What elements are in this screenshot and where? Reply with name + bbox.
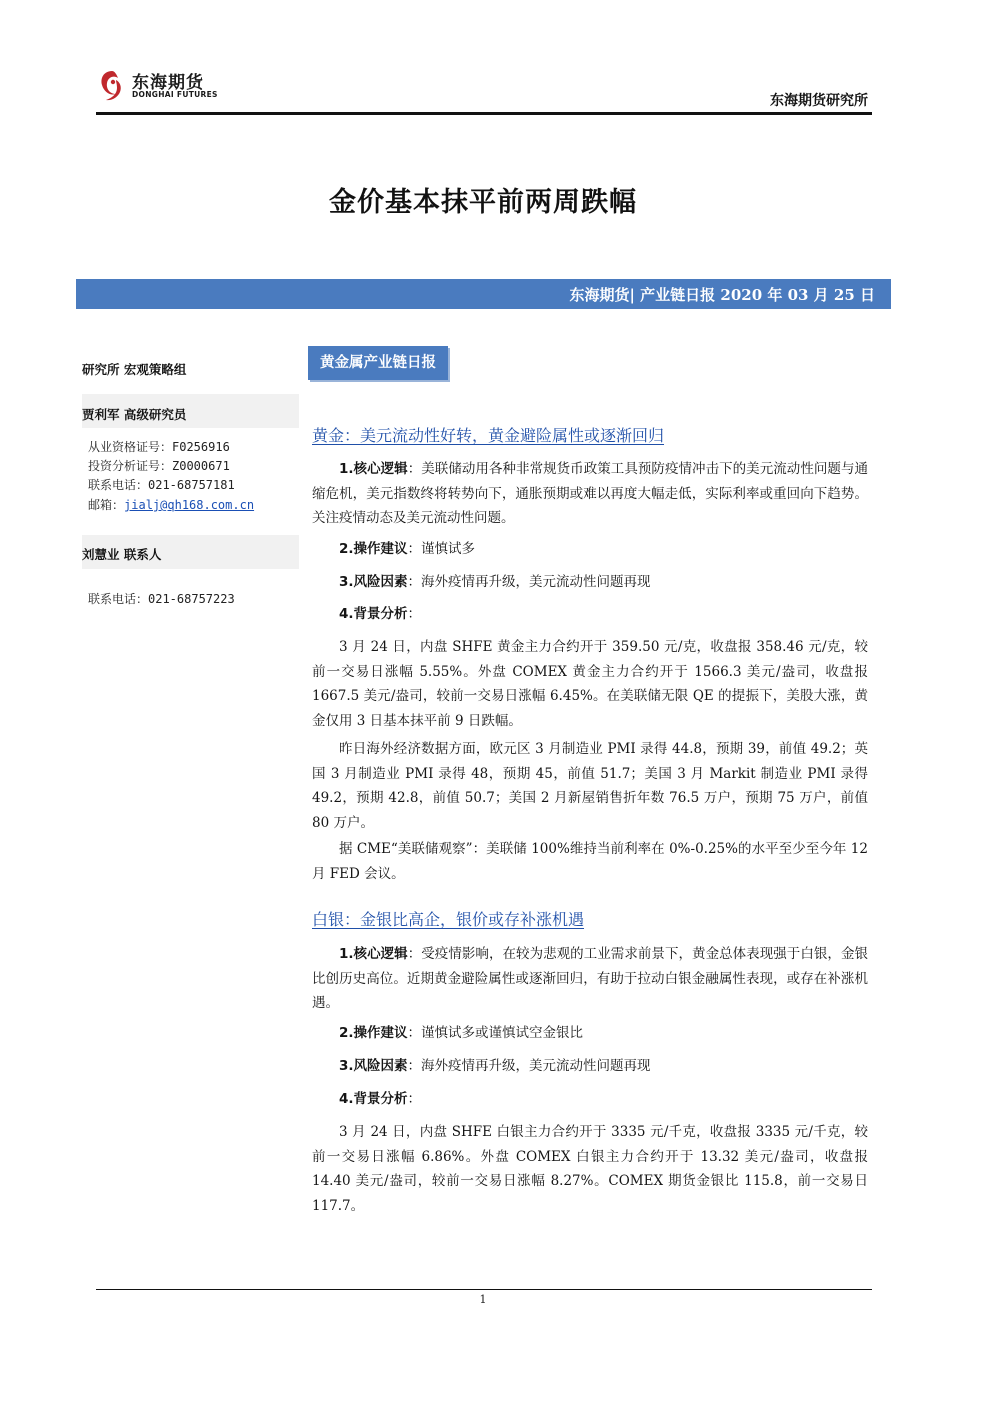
sidebar-contact: 刘慧业 联系人 <box>82 547 162 562</box>
gold-operation-label: 2.操作建议 <box>339 541 408 557</box>
logo-english-text: DONGHAI FUTURES <box>132 90 218 99</box>
document-title: 金价基本抹平前两周跌幅 <box>329 187 637 218</box>
silver-risk-text: ：海外疫情再升级，美元流动性问题再现 <box>407 1058 651 1074</box>
gold-operation <box>312 537 868 562</box>
sidebar-email-link[interactable]: jialj@qh168.com.cn <box>124 498 255 512</box>
silver-background-colon: ： <box>407 1091 422 1107</box>
gold-paragraph-3: 据 CME“美联储观察”：美联储 100%维持当前利率在 0%-0.25%的水平至少至今年 12 月 FED 会议。 <box>312 841 868 882</box>
institute-name: 东海期货研究所 <box>770 93 868 109</box>
silver-core-text: ：受疫情影响，在较为悲观的工业需求前景下，黄金总体表现强于白银，金银比创历史高位。近期黄金避险属性或逐渐回归，有助于拉动白银金融属性表现，或存在补涨机遇。 <box>312 946 868 1011</box>
gold-paragraph-1: 3 月 24 日，内盘 SHFE 黄金主力合约开于 359.50 元/克，收盘报 358.46 元/克，较前一交易日涨幅 5.55%。外盘 COMEX 黄金主力合约开于 1566.3 美元/盎司，收盘报 1667.5 美元/盎司，较前一交易日涨幅 6.45%。在美联储无限 QE 的提振下，美股大涨，黄金仅用 3 日基本抹平前 9 日跌幅。 <box>312 639 868 729</box>
gold-operation-text: ：谨慎试多 <box>407 541 476 557</box>
silver-operation-label: 2.操作建议 <box>339 1025 408 1041</box>
page-number: 1 <box>479 1293 487 1306</box>
gold-background-colon: ： <box>407 606 422 622</box>
gold-core-text: ：美联储动用各种非常规货币政策工具预防疫情冲击下的美元流动性问题与通缩危机，美元指数终将转势向下，通胀预期或难以再度大幅走低，实际利率或重回向下趋势。关注疫情动态及美元流动性问题。 <box>312 461 868 526</box>
report-date-label: 东海期货| 产业链日报 2020 年 03 月 25 日 <box>569 286 875 304</box>
footer-divider <box>96 1289 872 1290</box>
gold-risk-label: 3.风险因素 <box>339 574 408 590</box>
gold-heading: 黄金：美元流动性好转，黄金避险属性或逐渐回归 <box>312 426 665 445</box>
report-info-band <box>76 279 891 309</box>
gold-risk <box>312 570 868 595</box>
silver-risk-label: 3.风险因素 <box>339 1058 408 1074</box>
silver-core-logic <box>312 942 868 1016</box>
gold-risk-text: ：海外疫情再升级，美元流动性问题再现 <box>407 574 651 590</box>
silver-background-label: 4.背景分析 <box>339 1091 408 1107</box>
sidebar-cert-investment: 投资分析证号：Z0000671 <box>88 459 230 473</box>
silver-risk <box>312 1054 868 1079</box>
logo-chinese-text: 东海期货 <box>132 73 204 93</box>
gold-core-label: 1.核心逻辑 <box>339 461 408 477</box>
silver-heading: 白银：金银比高企，银价或存补涨机遇 <box>312 910 585 929</box>
silver-operation <box>312 1021 868 1046</box>
silver-background <box>312 1087 868 1112</box>
section-tag: 黄金属产业链日报 <box>308 346 448 380</box>
company-logo <box>96 66 236 106</box>
sidebar-phone-analyst: 联系电话：021-68757181 <box>88 478 235 492</box>
sidebar-email-label: 邮箱： <box>88 498 125 512</box>
dragon-logo-icon <box>96 68 128 104</box>
sidebar-department: 研究所 宏观策略组 <box>82 362 187 377</box>
gold-background-label: 4.背景分析 <box>339 606 408 622</box>
gold-paragraph-2: 昨日海外经济数据方面，欧元区 3 月制造业 PMI 录得 44.8，预期 39，前值 49.2；英国 3 月制造业 PMI 录得 48，预期 45，前值 51.7；美国 3 月 Markit 制造业 PMI 录得 49.2，预期 42.8，前值 50.7；美国 2 月新屋销售折年数 76.5 万户，预期 75 万户，前值 80 万户。 <box>312 741 868 831</box>
sidebar-cert-qualification: 从业资格证号：F0256916 <box>88 440 230 454</box>
silver-paragraph-1: 3 月 24 日，内盘 SHFE 白银主力合约开于 3335 元/千克，收盘报 3335 元/千克，较前一交易日涨幅 6.86%。外盘 COMEX 白银主力合约开于 13.32 美元/盎司，收盘报 14.40 美元/盎司，较前一交易日涨幅 8.27%。COMEX 期货金银比 115.8，前一交易日 117.7。 <box>312 1124 868 1214</box>
silver-operation-text: ：谨慎试多或谨慎试空金银比 <box>407 1025 584 1041</box>
silver-core-label: 1.核心逻辑 <box>339 946 408 962</box>
sidebar-phone-contact: 联系电话：021-68757223 <box>88 592 235 606</box>
gold-core-logic <box>312 457 868 531</box>
gold-background <box>312 602 868 627</box>
sidebar-email-row <box>88 496 254 513</box>
sidebar-analyst: 贾利军 高级研究员 <box>82 407 187 422</box>
header-divider <box>96 112 872 115</box>
